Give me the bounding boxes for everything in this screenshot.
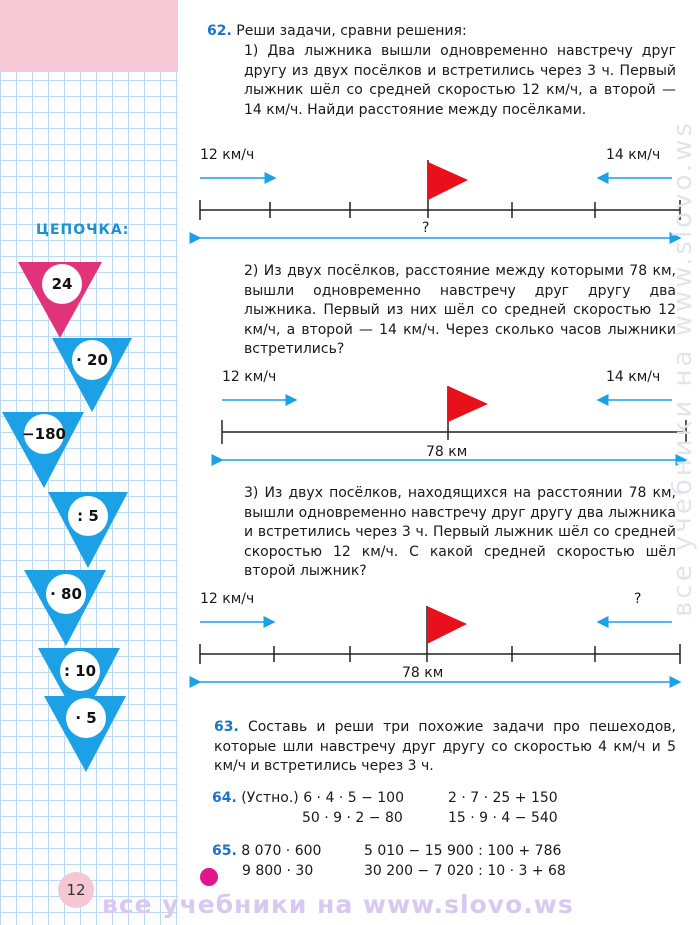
d3-distance: 78 км xyxy=(402,665,444,681)
task63-text: Составь и реши три похожие задачи про пешеходов, которые шли навстречу друг другу со скоростью 4 км/ч и 5 км/ч и встретились через 3 ч. xyxy=(214,719,676,774)
d1-right-speed: 14 км/ч xyxy=(606,147,661,163)
task65-number-row xyxy=(212,843,321,859)
d3-right-speed: ? xyxy=(634,591,642,607)
chain-step: · 80 xyxy=(46,574,86,614)
d2-left-speed: 12 км/ч xyxy=(222,369,277,385)
d1-left-speed: 12 км/ч xyxy=(200,147,255,163)
task62-problem3: 3) Из двух посёлков, находящихся на расстоянии 78 км, вышли одновременно навстречу друг другу два лыжника и встретились через 3 ч. Первый лыжник шёл со средней скоростью 12 км/ч. С какой средней скоростью шёл второй лыжник? xyxy=(244,485,676,579)
task64-expr: 50 · 9 · 2 − 80 xyxy=(302,810,403,826)
diagram1 xyxy=(200,160,680,238)
d2-distance: 78 км xyxy=(426,444,468,460)
chain-step: · 20 xyxy=(72,340,112,380)
diagram2 xyxy=(222,386,686,460)
footer-watermark: все учебники на www.slovo.ws xyxy=(102,890,574,919)
chain-title: ЦЕПОЧКА: xyxy=(36,222,130,238)
task64-expr: 6 · 4 · 5 − 100 xyxy=(303,790,404,806)
d2-right-speed: 14 км/ч xyxy=(606,369,661,385)
chain-value: 24 xyxy=(42,264,82,304)
d3-left-speed: 12 км/ч xyxy=(200,591,255,607)
d2-flag xyxy=(448,386,488,422)
chain-step: · 5 xyxy=(66,698,106,738)
task65-expr: 5 010 − 15 900 : 100 + 786 xyxy=(364,843,562,859)
task62-number: 62. xyxy=(207,23,232,39)
side-watermark: все учебники на www.slovo.ws xyxy=(668,120,698,617)
task65-expr: 9 800 · 30 xyxy=(242,863,314,879)
task64-number: 64. xyxy=(212,790,237,806)
task63 xyxy=(214,718,676,777)
page-number: 12 xyxy=(58,872,94,908)
task63-number: 63. xyxy=(214,719,239,735)
diagram3 xyxy=(200,606,680,682)
chain-step: : 5 xyxy=(68,496,108,536)
d1-distance: ? xyxy=(422,220,430,236)
chain-step: : 10 xyxy=(60,651,100,691)
task64-prefix: (Устно.) xyxy=(241,790,299,806)
task65-expr: 8 070 · 600 xyxy=(241,843,322,859)
task62-problem1: 1) Два лыжника вышли одновременно навстречу друг другу из двух посёлков и встретились через 3 ч. Первый лыжник шёл со средней скоростью 12 км/ч, а второй — 14 км/ч. Найди расстояние между посёлками. xyxy=(244,43,676,118)
task64-number-row xyxy=(212,790,404,806)
task62-problem2: 2) Из двух посёлков, расстояние между которыми 78 км, вышли одновременно навстречу друг другу два лыжника. Первый из них шёл со средней скоростью 12 км/ч, а второй — 14 км/ч. Через сколько часов лыжники встретились? xyxy=(244,263,676,357)
task65-expr: 30 200 − 7 020 : 10 · 3 + 68 xyxy=(364,863,566,879)
chain-step: −180 xyxy=(24,414,64,454)
task64-expr: 15 · 9 · 4 − 540 xyxy=(448,810,558,826)
task64-expr: 2 · 7 · 25 + 150 xyxy=(448,790,558,806)
d1-flag xyxy=(428,162,468,200)
task65-number: 65. xyxy=(212,843,237,859)
task62-intro: Реши задачи, сравни решения: xyxy=(236,23,467,39)
d3-flag xyxy=(427,606,467,644)
